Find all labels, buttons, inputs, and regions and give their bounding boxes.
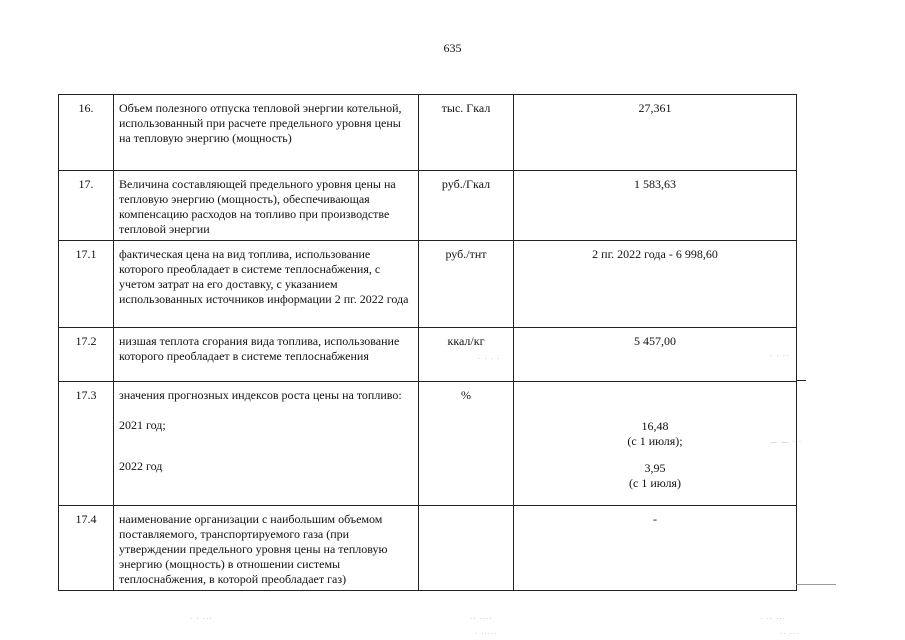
row-number: 17.3 — [59, 382, 114, 506]
scan-line — [796, 584, 836, 585]
scan-noise: · · · · — [478, 355, 501, 363]
tariff-table — [58, 94, 797, 591]
table-row — [59, 171, 797, 241]
row-number: 17.1 — [59, 241, 114, 328]
row-unit: руб./тнт — [419, 241, 514, 328]
sub-note-2021: (с 1 июля); — [627, 434, 683, 448]
row-value: 1 583,63 — [514, 171, 797, 241]
scan-noise: ·· ···· — [470, 615, 493, 623]
scan-line — [796, 380, 806, 381]
row-value: - — [514, 506, 797, 591]
row-value: 27,361 — [514, 95, 797, 171]
sub-note-2022: (с 1 июля) — [629, 476, 681, 490]
page-number: 635 — [443, 41, 462, 55]
row-unit: % — [419, 382, 514, 506]
row-description — [114, 382, 419, 506]
row-value-group — [514, 382, 797, 506]
scan-noise: ·· ··· — [780, 630, 800, 638]
row-value: 2 пг. 2022 года - 6 998,60 — [514, 241, 797, 328]
row-number: 17.2 — [59, 328, 114, 382]
scan-noise: · · ·· — [770, 352, 790, 360]
row-number: 17.4 — [59, 506, 114, 591]
table-row — [59, 241, 797, 328]
table-row — [59, 382, 797, 506]
sub-value-2021: 16,48 — [641, 419, 669, 433]
row-description: Объем полезного отпуска тепловой энергии котельной, использованный при расчете предельного уровня цены на тепловую энергию (мощность) — [114, 95, 419, 171]
scan-noise: · ·· ··· — [760, 615, 786, 623]
sub-label-2021: 2021 год; — [119, 418, 166, 432]
table-row — [59, 328, 797, 382]
table-row — [59, 506, 797, 591]
row-unit — [419, 506, 514, 591]
scan-noise: · ····· — [475, 630, 498, 638]
row-description: наименование организации с наибольшим объемом поставляемого, транспортируемого газа (при утверждении предельного уровня цены на тепловую энергию (мощность) в отношении системы теплоснабжения, в которой преобладает газ) — [114, 506, 419, 591]
row-number: 17. — [59, 171, 114, 241]
row-description: низшая теплота сгорания вида топлива, использование которого преобладает в системе теплоснабжения — [114, 328, 419, 382]
scan-noise: · · ··· — [190, 615, 213, 623]
row-description-text: значения прогнозных индексов роста цены на топливо: — [119, 388, 402, 402]
table-row — [59, 95, 797, 171]
row-unit: ккал/кг — [419, 328, 514, 382]
sub-value-2022: 3,95 — [644, 461, 666, 475]
row-number: 16. — [59, 95, 114, 171]
row-unit: руб./Гкал — [419, 171, 514, 241]
scan-noise: — — · · — [770, 438, 803, 446]
row-description: фактическая цена на вид топлива, использование которого преобладает в системе теплоснабжения, с учетом затрат на его доставку, с указанием использованных источников информации 2 пг. 2022 года — [114, 241, 419, 328]
sub-label-2022: 2022 год — [119, 459, 163, 473]
row-unit: тыс. Гкал — [419, 95, 514, 171]
row-description: Величина составляющей предельного уровня цены на тепловую энергию (мощность), обеспечивающая компенсацию расходов на топливо при производстве тепловой энергии — [114, 171, 419, 241]
row-value: 5 457,00 — [514, 328, 797, 382]
